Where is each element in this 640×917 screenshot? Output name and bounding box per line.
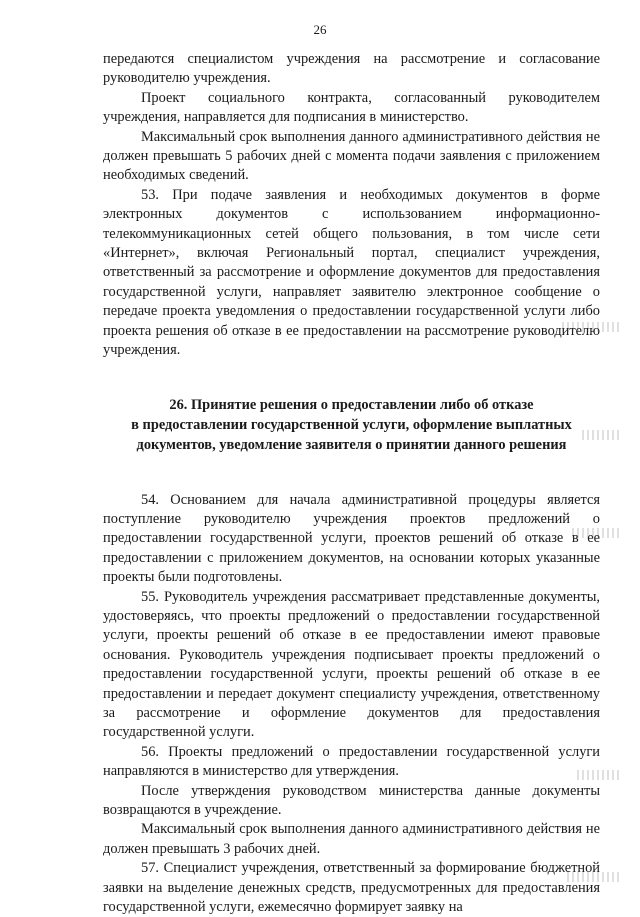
paragraph: Проект социального контракта, согласованный руководителем учреждения, направляется для подписания в министерство. xyxy=(103,89,600,126)
scan-artifact xyxy=(567,872,622,882)
section-heading-line: документов, уведомление заявителя о принятии данного решения xyxy=(136,436,567,453)
scan-artifact xyxy=(572,528,622,538)
paragraph-53: 53. При подаче заявления и необходимых документов в форме электронных документов с использованием информационно-телекоммуникационных сетей общего пользования, в том числе сети «Интернет», включая Региональный портал, специалист учреждения, ответственный за рассмотрение и оформление документов для предоставления государственной услуги, направляет заявителю электронное сообщение о передаче проекта уведомления о предоставлении государственной услуги либо проекта решения об отказе в ее предоставлении на рассмотрение руководителю учреждения. xyxy=(103,186,600,359)
section-heading xyxy=(103,395,600,455)
paragraph-57: 57. Специалист учреждения, ответственный за формирование бюджетной заявки на выделение денежных средств, предусмотренных для предоставления государственной услуги, ежемесячно формирует заявку на xyxy=(103,860,600,916)
paragraph: После утверждения руководством министерства данные документы возвращаются в учреждение. xyxy=(103,782,600,818)
scan-artifact xyxy=(582,430,622,440)
paragraph: Максимальный срок выполнения данного административного действия не должен превышать 3 рабочих дней. xyxy=(103,821,600,857)
paragraph-54: 54. Основанием для начала административной процедуры является поступление руководителю учреждения проектов предложений о предоставлении государственной услуги, проектов решений об отказе в ее предоставлении с приложением документов, на основании которых указанные проекты были подготовлены. xyxy=(103,491,600,586)
paragraph-56: 56. Проекты предложений о предоставлении государственной услуги направляются в министерство для утверждения. xyxy=(103,743,600,780)
paragraph-continuation: передаются специалистом учреждения на рассмотрение и согласование руководителю учреждения. xyxy=(103,51,600,87)
paragraph-55: 55. Руководитель учреждения рассматривает представленные документы, удостоверяясь, что проекты предложений о предоставлении государственной услуги, проекты решений об отказе в ее предоставлении имеют правовые основания. Руководитель учреждения подписывает проекты предложений о предоставлении государственной услуги, проекты решений об отказе в ее предоставлении и передает документ специалисту учреждения, ответственному за рассмотрение и оформление документов для предоставления государственной услуги. xyxy=(103,588,600,741)
section-heading-line: в предоставлении государственной услуги, оформление выплатных xyxy=(131,416,572,433)
scan-artifact xyxy=(577,770,622,780)
section-heading-line: 26. Принятие решения о предоставлении либо об отказе xyxy=(169,396,534,413)
paragraph: Максимальный срок выполнения данного административного действия не должен превышать 5 рабочих дней с момента подачи заявления с приложением необходимых сведений. xyxy=(103,128,600,184)
document-body xyxy=(103,50,600,917)
scan-artifact xyxy=(562,322,622,332)
page-number: 26 xyxy=(313,22,327,37)
